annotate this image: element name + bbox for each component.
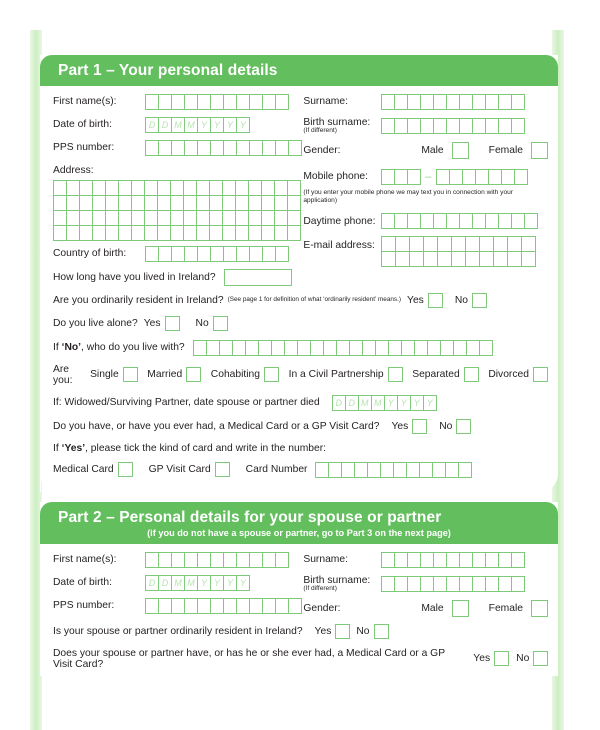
pps-label: PPS number:	[53, 142, 115, 154]
part-2-body	[40, 544, 558, 676]
marital-status-row	[53, 364, 548, 386]
marital-option-married[interactable]	[147, 367, 201, 382]
dob-row	[53, 117, 303, 133]
part-1-right-column	[303, 94, 548, 293]
mobile-phone-row	[303, 169, 548, 185]
marital-option-single-label: Single	[90, 369, 119, 381]
ordinarily-resident-row	[53, 293, 548, 308]
spouse-surname-input[interactable]	[381, 552, 524, 568]
address-line-1[interactable]	[53, 180, 303, 196]
spouse-resident-yes-checkbox[interactable]	[335, 624, 350, 639]
card-number-input[interactable]	[315, 462, 471, 478]
spouse-surname-row	[303, 552, 548, 568]
birth-surname-row	[303, 117, 548, 135]
country-of-birth-row	[53, 246, 303, 262]
pps-row	[53, 140, 303, 156]
marital-option-cohabiting-label: Cohabiting	[210, 369, 261, 381]
medical-card-question-row	[53, 419, 548, 434]
marital-option-divorced-label: Divorced	[488, 369, 529, 381]
gender-row	[303, 142, 548, 159]
marital-option-civil-partnership-checkbox[interactable]	[388, 367, 403, 382]
mobile-phone-separator: –	[425, 170, 432, 183]
ordinarily-resident-yes-checkbox[interactable]	[428, 293, 443, 308]
spouse-gender-label: Gender:	[303, 602, 341, 614]
spouse-birth-surname-row	[303, 575, 548, 593]
gender-label: Gender:	[303, 144, 341, 156]
if-yes-instruction-label: If ‘Yes’, please tick the kind of card and write in the number:	[53, 442, 327, 454]
country-of-birth-label: Country of birth:	[53, 248, 127, 260]
live-alone-no-label: No	[195, 317, 209, 329]
surname-label: Surname:	[303, 96, 348, 108]
spouse-pps-row	[53, 598, 303, 614]
gender-female-label: Female	[488, 144, 523, 156]
part-2-subtitle: (if you do not have a spouse or partner, go to Part 3 on the next page)	[147, 527, 451, 538]
marital-option-married-label: Married	[147, 369, 183, 381]
part-1-columns	[53, 94, 548, 293]
spouse-birth-surname-sublabel: (If different)	[303, 584, 337, 592]
if-yes-instruction-row	[53, 443, 548, 454]
ordinarily-resident-no-label: No	[454, 294, 469, 306]
who-live-with-label: If ‘No’, who do you live with?	[53, 342, 185, 354]
live-alone-no-checkbox[interactable]	[213, 316, 228, 331]
gender-male-checkbox[interactable]	[452, 142, 469, 159]
medical-card-checkbox[interactable]	[118, 462, 133, 477]
email-line-2[interactable]	[381, 251, 535, 267]
medical-card-no-checkbox[interactable]	[456, 419, 471, 434]
spouse-medical-card-yes-label: Yes	[473, 653, 491, 665]
marital-option-divorced[interactable]	[488, 367, 548, 382]
widowed-date-input[interactable]: D D M M Y Y Y Y	[332, 395, 436, 411]
spouse-dob-row	[53, 575, 303, 591]
marital-option-single[interactable]	[90, 367, 138, 382]
medical-card-no-label: No	[439, 420, 453, 432]
part-2-section	[40, 502, 558, 676]
surname-row	[303, 94, 548, 110]
pps-input[interactable]	[145, 140, 301, 156]
email-label: E-mail address:	[303, 240, 375, 252]
spouse-pps-label: PPS number:	[53, 600, 115, 612]
email-input[interactable]	[381, 236, 535, 266]
marital-option-cohabiting-checkbox[interactable]	[264, 367, 279, 382]
live-alone-yes-checkbox[interactable]	[165, 316, 180, 331]
marital-option-separated-checkbox[interactable]	[464, 367, 479, 382]
how-long-ireland-row	[53, 269, 303, 286]
surname-input[interactable]	[381, 94, 524, 110]
marital-option-divorced-checkbox[interactable]	[533, 367, 548, 382]
part-1-header	[40, 55, 558, 86]
gender-female-checkbox[interactable]	[531, 142, 548, 159]
how-long-ireland-label: How long have you lived in Ireland?	[53, 271, 216, 283]
gp-visit-card-label: GP Visit Card	[148, 464, 211, 476]
address-input[interactable]	[53, 180, 303, 241]
medical-card-yes-checkbox[interactable]	[412, 419, 427, 434]
first-names-row	[53, 94, 303, 110]
daytime-phone-input[interactable]	[381, 213, 537, 229]
spouse-dob-input[interactable]: D D M M Y Y Y Y	[145, 575, 249, 591]
live-alone-label: Do you live alone?	[53, 317, 138, 329]
part-2-header	[40, 502, 558, 544]
birth-surname-input[interactable]	[381, 118, 524, 134]
spouse-birth-surname-input[interactable]	[381, 576, 524, 592]
part-2-left-column	[53, 552, 303, 624]
spouse-gender-female-checkbox[interactable]	[531, 600, 548, 617]
country-of-birth-input[interactable]	[145, 246, 288, 262]
birth-surname-label-text: Birth surname:	[303, 116, 371, 128]
who-live-with-row	[53, 340, 548, 356]
part-1-title: Part 1 – Your personal details	[58, 62, 278, 79]
spouse-resident-label: Is your spouse or partner ordinarily resident in Ireland?	[53, 625, 303, 637]
email-line-1[interactable]	[381, 236, 535, 252]
spouse-birth-surname-label	[303, 575, 381, 593]
medical-card-yes-label: Yes	[391, 420, 409, 432]
part-2-columns	[53, 552, 548, 624]
live-alone-yes-label: Yes	[143, 317, 161, 329]
ordinarily-resident-yes-label: Yes	[407, 294, 424, 306]
part-2-right-column	[303, 552, 548, 624]
widowed-date-row	[53, 395, 548, 411]
spouse-medical-card-label: Does your spouse or partner have, or has he or she ever had, a Medical Card or a GP Visit Card?	[53, 647, 445, 670]
ordinarily-resident-no-checkbox[interactable]	[472, 293, 487, 308]
dob-input[interactable]: D D M M Y Y Y Y	[145, 117, 249, 133]
spouse-medical-card-no-checkbox[interactable]	[533, 651, 548, 666]
spouse-pps-input[interactable]	[145, 598, 301, 614]
spouse-first-names-input[interactable]	[145, 552, 288, 568]
part-1-section	[40, 55, 558, 492]
spouse-resident-no-checkbox[interactable]	[374, 624, 389, 639]
marital-option-cohabiting[interactable]	[211, 367, 279, 382]
spouse-gender-male-checkbox[interactable]	[452, 600, 469, 617]
spouse-resident-row	[53, 624, 548, 639]
address-line-4[interactable]	[53, 225, 303, 241]
spouse-birth-surname-label-text: Birth surname:	[303, 574, 371, 586]
marital-option-separated-label: Separated	[412, 369, 460, 381]
marital-option-separated[interactable]	[412, 367, 479, 382]
gp-visit-card-checkbox[interactable]	[215, 462, 230, 477]
part-1-body	[40, 86, 558, 492]
spouse-surname-label: Surname:	[303, 554, 348, 566]
marital-option-single-checkbox[interactable]	[123, 367, 138, 382]
spouse-medical-card-no-label: No	[516, 653, 530, 665]
how-long-ireland-input[interactable]	[224, 269, 292, 286]
marital-option-civil-partnership-label: In a Civil Partnership	[288, 369, 384, 381]
card-number-label: Card Number	[245, 464, 308, 476]
daytime-phone-row	[303, 213, 548, 229]
address-line-3[interactable]	[53, 210, 303, 226]
marital-option-civil-partnership[interactable]	[289, 367, 403, 382]
part-1-left-column	[53, 94, 303, 293]
address-line-2[interactable]	[53, 195, 303, 211]
mobile-phone-prefix-input[interactable]	[381, 169, 420, 185]
birth-surname-label	[303, 117, 381, 135]
daytime-phone-label: Daytime phone:	[303, 215, 376, 227]
first-names-label: First name(s):	[53, 96, 117, 108]
who-live-with-input[interactable]	[193, 340, 492, 356]
mobile-phone-number-input[interactable]	[436, 169, 527, 185]
spouse-gender-male-label: Male	[421, 602, 444, 614]
ordinarily-resident-label: Are you ordinarily resident in Ireland?	[53, 294, 224, 306]
spouse-resident-yes-label: Yes	[314, 625, 332, 637]
spouse-gender-row	[303, 600, 548, 617]
form-sheet	[40, 55, 558, 676]
card-type-row	[53, 462, 548, 478]
spouse-resident-no-label: No	[356, 625, 370, 637]
spouse-gender-female-label: Female	[488, 602, 523, 614]
first-names-input[interactable]	[145, 94, 288, 110]
gender-male-label: Male	[421, 144, 444, 156]
are-you-label: Are you:	[53, 363, 73, 386]
spouse-medical-card-yes-checkbox[interactable]	[494, 651, 509, 666]
spouse-dob-label: Date of birth:	[53, 577, 112, 589]
widowed-date-label: If: Widowed/Surviving Partner, date spouse or partner died	[53, 397, 320, 409]
medical-card-question-label: Do you have, or have you ever had, a Medical Card or a GP Visit Card?	[53, 420, 380, 432]
spouse-medical-card-row	[53, 648, 548, 670]
spouse-first-names-row	[53, 552, 303, 568]
marital-option-married-checkbox[interactable]	[186, 367, 201, 382]
ordinarily-resident-note: (See page 1 for definition of what ‘ordinarily resident’ means.)	[227, 296, 402, 304]
part-2-title: Part 2 – Personal details for your spouse or partner	[58, 508, 442, 526]
dob-label: Date of birth:	[53, 119, 112, 131]
address-block	[53, 160, 303, 241]
spouse-first-names-label: First name(s):	[53, 554, 117, 566]
email-row	[303, 236, 548, 266]
mobile-phone-note: (If you enter your mobile phone we may text you in connection with your application)	[303, 188, 513, 204]
address-label: Address:	[53, 164, 94, 176]
live-alone-row	[53, 316, 548, 331]
medical-card-label: Medical Card	[53, 464, 114, 476]
birth-surname-sublabel: (If different)	[303, 126, 337, 134]
mobile-phone-label: Mobile phone:	[303, 171, 369, 183]
